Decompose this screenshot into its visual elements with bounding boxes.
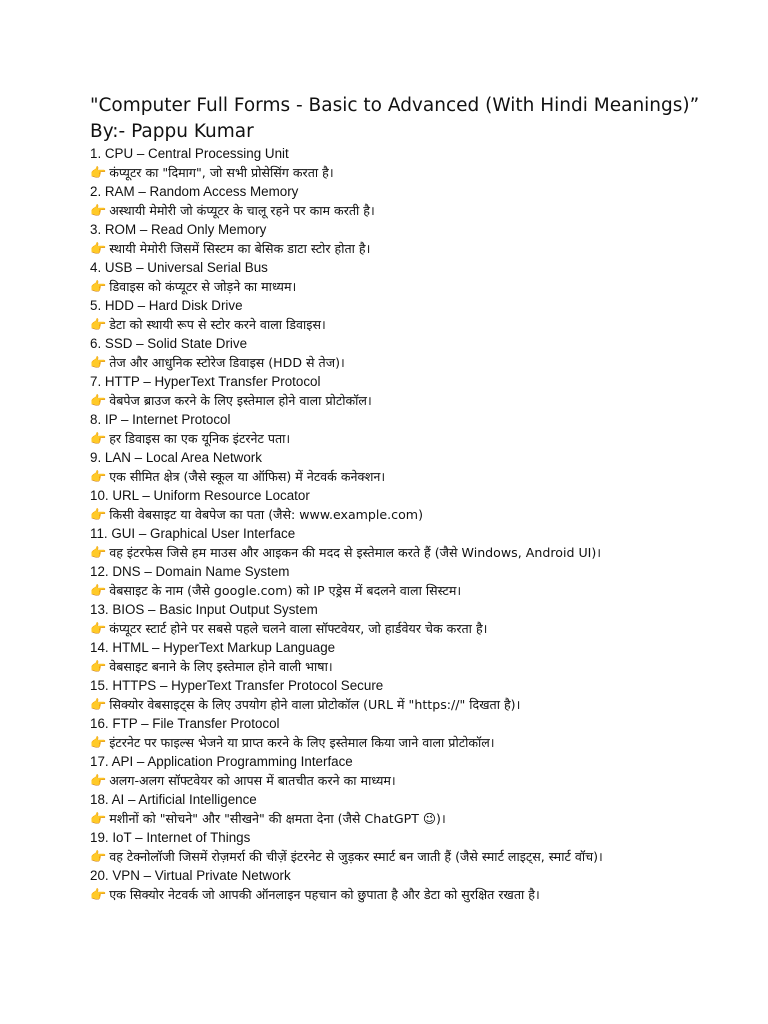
list-item: [90, 145, 690, 183]
list-item: [90, 791, 690, 829]
pointing-hand-icon: 👉: [90, 583, 107, 599]
description-text: इंटरनेट पर फाइल्स भेजने या प्राप्त करने के लिए इस्तेमाल किया जाने वाला प्रोटोकॉल।: [109, 734, 495, 750]
description-text: वेबपेज ब्राउज करने के लिए इस्तेमाल होने वाला प्रोटोकॉल।: [109, 392, 372, 408]
term-heading: 18. AI – Artificial Intelligence: [90, 792, 257, 807]
pointing-hand-icon: 👉: [90, 507, 107, 523]
list-item: [90, 487, 690, 525]
list-item: [90, 715, 690, 753]
document-title: "Computer Full Forms - Basic to Advanced (With Hindi Meanings)”: [90, 95, 700, 116]
description-text: अस्थायी मेमोरी जो कंप्यूटर के चालू रहने पर काम करती है।: [109, 202, 375, 218]
term-heading: 13. BIOS – Basic Input Output System: [90, 602, 318, 617]
pointing-hand-icon: 👉: [90, 659, 107, 675]
description-text: डिवाइस को कंप्यूटर से जोड़ने का माध्यम।: [109, 278, 297, 294]
term-description: [90, 164, 690, 184]
description-text: कंप्यूटर स्टार्ट होने पर सबसे पहले चलने वाला सॉफ्टवेयर, जो हार्डवेयर चेक करता है।: [109, 620, 488, 636]
list-item: [90, 183, 690, 221]
pointing-hand-icon: 👉: [90, 469, 107, 485]
description-text: मशीनों को "सोचने" और "सीखने" की क्षमता देना (जैसे ChatGPT 😉)।: [109, 810, 446, 826]
term-heading: 16. FTP – File Transfer Protocol: [90, 716, 280, 731]
list-item: [90, 373, 690, 411]
list-item: [90, 753, 690, 791]
pointing-hand-icon: 👉: [90, 317, 107, 333]
term-heading: 12. DNS – Domain Name System: [90, 564, 290, 579]
list-item: [90, 677, 690, 715]
term-heading: 17. API – Application Programming Interface: [90, 754, 353, 769]
list-item: [90, 221, 690, 259]
list-item: [90, 411, 690, 449]
pointing-hand-icon: 👉: [90, 241, 107, 257]
document-author: By:- Pappu Kumar: [90, 121, 254, 142]
description-text: एक सीमित क्षेत्र (जैसे स्कूल या ऑफिस) में नेटवर्क कनेक्शन।: [109, 468, 386, 484]
pointing-hand-icon: 👉: [90, 279, 107, 295]
term-heading: 2. RAM – Random Access Memory: [90, 184, 299, 199]
term-heading: 14. HTML – HyperText Markup Language: [90, 640, 336, 655]
description-text: स्थायी मेमोरी जिसमें सिस्टम का बेसिक डाटा स्टोर होता है।: [109, 240, 371, 256]
term-heading: 10. URL – Uniform Resource Locator: [90, 488, 310, 503]
list-item: [90, 335, 690, 373]
term-description: [90, 848, 665, 868]
list-item: [90, 259, 690, 297]
description-text: किसी वेबसाइट या वेबपेज का पता (जैसे: www.example.com): [109, 506, 423, 522]
list-item: [90, 563, 690, 601]
list-item: [90, 601, 690, 639]
pointing-hand-icon: 👉: [90, 545, 107, 561]
term-description: [90, 202, 690, 222]
description-text: वेबसाइट के नाम (जैसे google.com) को IP एड्रेस में बदलने वाला सिस्टम।: [109, 582, 462, 598]
document-page: [90, 93, 700, 905]
description-text: सिक्योर वेबसाइट्स के लिए उपयोग होने वाला प्रोटोकॉल (URL में "https://" दिखता है)।: [109, 696, 521, 712]
term-heading: 6. SSD – Solid State Drive: [90, 336, 248, 351]
pointing-hand-icon: 👉: [90, 849, 107, 865]
term-heading: 15. HTTPS – HyperText Transfer Protocol Secure: [90, 678, 384, 693]
pointing-hand-icon: 👉: [90, 203, 107, 219]
pointing-hand-icon: 👉: [90, 393, 107, 409]
term-heading: 9. LAN – Local Area Network: [90, 450, 262, 465]
description-text: तेज और आधुनिक स्टोरेज डिवाइस (HDD से तेज)।: [109, 354, 345, 370]
pointing-hand-icon: 👉: [90, 735, 107, 751]
pointing-hand-icon: 👉: [90, 165, 107, 181]
term-description: [90, 240, 690, 260]
description-text: डेटा को स्थायी रूप से स्टोर करने वाला डिवाइस।: [109, 316, 326, 332]
term-description: [90, 316, 690, 336]
term-description: [90, 468, 690, 488]
term-description: [90, 582, 690, 602]
term-description: [90, 506, 690, 526]
term-heading: 11. GUI – Graphical User Interface: [90, 526, 296, 541]
term-heading: 4. USB – Universal Serial Bus: [90, 260, 268, 275]
term-description: [90, 430, 690, 450]
description-text: अलग-अलग सॉफ्टवेयर को आपस में बातचीत करने का माध्यम।: [109, 772, 396, 788]
term-description: [90, 354, 690, 374]
term-description: [90, 658, 690, 678]
pointing-hand-icon: 👉: [90, 621, 107, 637]
pointing-hand-icon: 👉: [90, 697, 107, 713]
pointing-hand-icon: 👉: [90, 887, 107, 903]
list-item: [90, 639, 690, 677]
pointing-hand-icon: 👉: [90, 355, 107, 371]
description-text: वेबसाइट बनाने के लिए इस्तेमाल होने वाली भाषा।: [109, 658, 333, 674]
term-heading: 1. CPU – Central Processing Unit: [90, 146, 289, 161]
term-heading: 19. IoT – Internet of Things: [90, 830, 251, 845]
term-heading: 3. ROM – Read Only Memory: [90, 222, 267, 237]
description-text: हर डिवाइस का एक यूनिक इंटरनेट पता।: [109, 430, 291, 446]
list-item: [90, 829, 690, 867]
description-text: कंप्यूटर का "दिमाग", जो सभी प्रोसेसिंग करता है।: [109, 164, 334, 180]
term-description: [90, 392, 690, 412]
pointing-hand-icon: 👉: [90, 773, 107, 789]
term-description: [90, 544, 665, 564]
term-description: [90, 772, 690, 792]
term-heading: 7. HTTP – HyperText Transfer Protocol: [90, 374, 321, 389]
description-text: वह टेक्नोलॉजी जिसमें रोज़मर्रा की चीज़ें इंटरनेट से जुड़कर स्मार्ट बन जाती हैं (जैसे स्मार्ट लाइट्स, स्मार्ट वॉच)।: [109, 848, 603, 864]
list-item: [90, 867, 690, 905]
term-heading: 20. VPN – Virtual Private Network: [90, 868, 291, 883]
term-description: [90, 620, 665, 640]
term-description: [90, 886, 665, 906]
list-item: [90, 297, 690, 335]
pointing-hand-icon: 👉: [90, 811, 107, 827]
list-item: [90, 525, 690, 563]
term-description: [90, 810, 690, 830]
term-description: [90, 278, 690, 298]
term-description: [90, 734, 665, 754]
description-text: वह इंटरफेस जिसे हम माउस और आइकन की मदद से इस्तेमाल करते हैं (जैसे Windows, Android UI)।: [109, 544, 602, 560]
description-text: एक सिक्योर नेटवर्क जो आपकी ऑनलाइन पहचान को छुपाता है और डेटा को सुरक्षित रखता है।: [109, 886, 540, 902]
term-heading: 5. HDD – Hard Disk Drive: [90, 298, 243, 313]
pointing-hand-icon: 👉: [90, 431, 107, 447]
list-item: [90, 449, 690, 487]
term-description: [90, 696, 665, 716]
term-heading: 8. IP – Internet Protocol: [90, 412, 231, 427]
